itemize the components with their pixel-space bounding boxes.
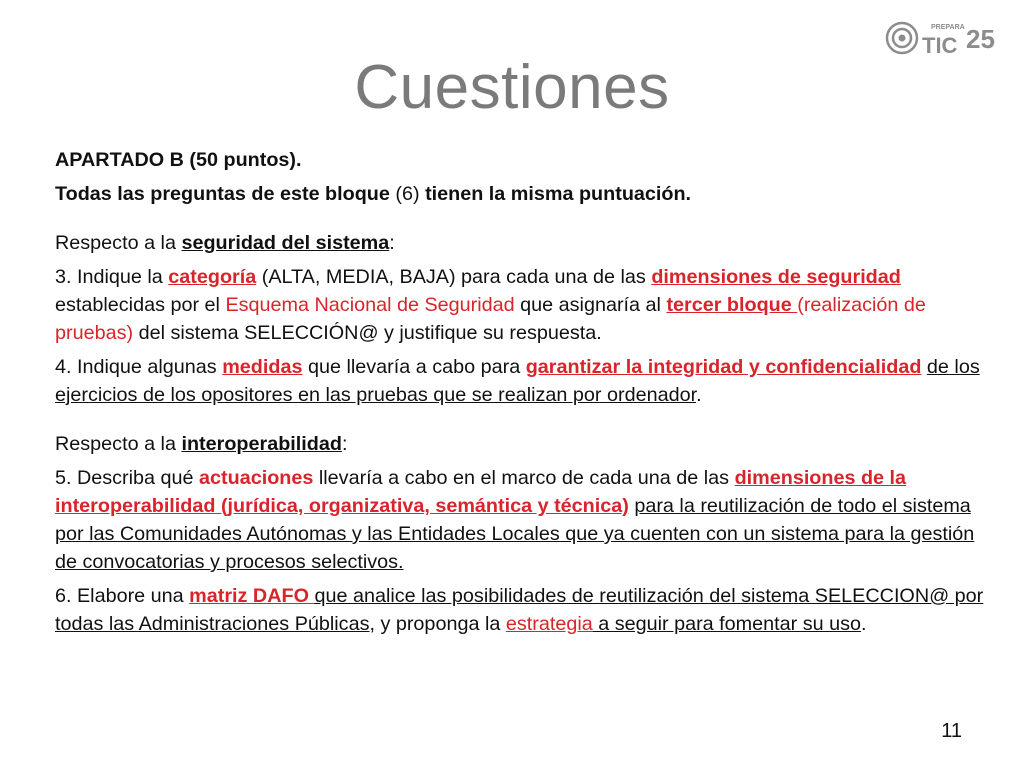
todas-line: Todas las preguntas de este bloque (6) tienen la misma puntuación.: [55, 183, 692, 205]
apartado-heading: APARTADO B (50 puntos).: [55, 149, 302, 171]
slide-body: [55, 146, 990, 638]
question-4: 4. Indique algunas medidas que llevaría a cabo para garantizar la integridad y confidencialidad de los ejercicios de los opositores en las pruebas que se realizan por ordenador.: [55, 356, 980, 406]
logo-25-text: 25: [966, 24, 995, 54]
section-interoperabilidad: Respecto a la interoperabilidad:: [55, 433, 348, 455]
question-5: 5. Describa qué actuaciones llevaría a cabo en el marco de cada una de las dimensiones de la interoperabilidad (jurídica, organizativa, semántica y técnica) para la reutilización de todo el sistema por las Comunidades Autónomas y las Entidades Locales que ya cuenten con un sistema para la gestión de convocatorias y procesos selectivos.: [55, 467, 975, 573]
logo-tic-text: TIC: [922, 33, 958, 58]
logo-mark-icon: [887, 23, 917, 53]
page-number: 11: [941, 720, 962, 742]
question-6: 6. Elabore una matriz DAFO que analice las posibilidades de reutilización del sistema SELECCION@ por todas las Administraciones Públicas, y proponga la estrategia a seguir para fomentar su uso.: [55, 585, 984, 635]
page-title: Cuestiones: [354, 53, 670, 122]
logo-prepara-text: PREPARA: [931, 24, 965, 31]
question-3: 3. Indique la categoría (ALTA, MEDIA, BAJA) para cada una de las dimensiones de seguridad establecidas por el Esquema Nacional de Seguridad que asignaría al tercer bloque (realización de pruebas) del sistema SELECCIÓN@ y justifique su respuesta.: [55, 266, 926, 344]
section-seguridad: Respecto a la seguridad del sistema:: [55, 232, 395, 254]
